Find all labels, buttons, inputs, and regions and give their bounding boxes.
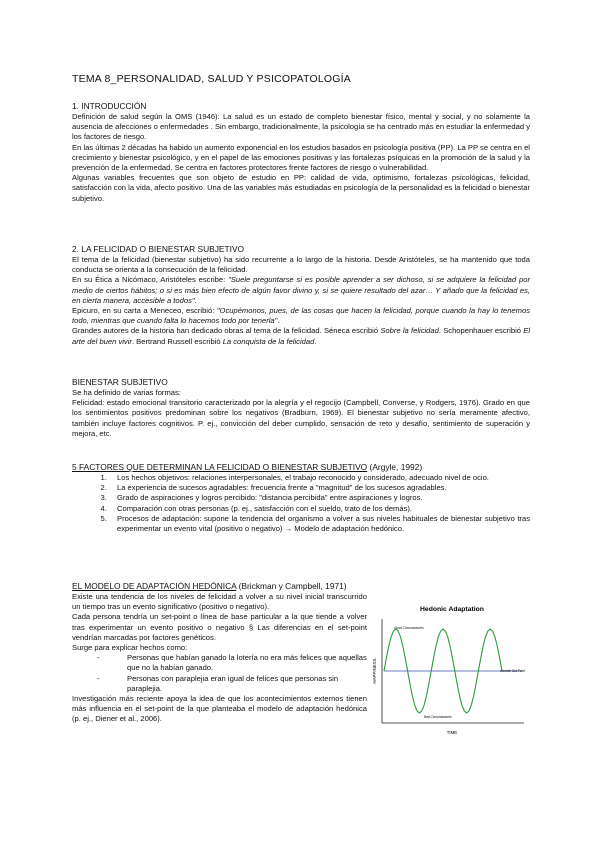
examples-list — [72, 653, 367, 694]
factors-list — [72, 473, 530, 534]
quote: "Ocupémonos, pues, de las cosas que hacen la felicidad, porque cuando la hay lo tenemos todo, mientras que cuando falta lo hacemos todo por tenerla" — [72, 306, 530, 326]
paragraph — [72, 326, 530, 346]
y-axis-label: HAPPINESS — [372, 658, 377, 684]
text: En su Ética a Nicómaco, Aristóteles escribe: — [72, 275, 229, 285]
x-axis-label: TIME — [446, 730, 458, 735]
paragraph — [72, 275, 530, 306]
book-title: El arte del buen vivir — [72, 326, 531, 346]
section-adaptacion-hedonica — [72, 581, 367, 725]
paragraph: Felicidad: estado emocional transitorio caracterizado por la alegría y el regocijo (Campbell, Converse, y Rodgers, 1976). Grado en que los sentimientos positivos predominan sobre los negativos (Bradburn, 1969). El bienestar subjetivo no sería meramente afectivo, también incluye factores cognitivos. P. ej., convicción del deber cumplido, sensación de reto y desafío, sentimiento de superación y mejora, etc. — [72, 398, 530, 438]
paragraph: Algunas variables frecuentes que son objeto de estudio en PP: calidad de vida, optimismo, fortalezas psicológicas, felicidad, satisfacción con la vida, afecto positivo. Una de las variables más estudiadas en psicología de la personalidad es la felicidad o bienestar subjetivo. — [72, 173, 531, 203]
list-item: 4. Comparación con otras personas (p. ej., satisfacción con el sueldo, trato de los demás). — [109, 504, 530, 514]
text: Grandes autores de la historia han dedicado obras al tema de la felicidad. Séneca escribió — [72, 326, 381, 336]
annotation-setpoint: Genetic Set-Point — [500, 669, 525, 673]
section-heading — [72, 462, 530, 473]
page-title: TEMA 8_PERSONALIDAD, SALUD Y PSICOPATOLOGÍA — [72, 73, 351, 85]
section-introduccion — [72, 101, 530, 204]
book-title: La conquista de la felicidad — [222, 336, 315, 346]
text: . Bertrand Russell escribió — [131, 336, 223, 346]
paragraph: Investigación más reciente apoya la idea de que los acontecimientos externos tienen más influencia en el set-point de la que planteaba el modelo de adaptación hedónica (p. ej., Diener et al., 2006). — [72, 694, 367, 724]
paragraph — [72, 306, 530, 326]
heading-text: 5 FACTORES QUE DETERMINAN LA FELICIDAD O BIENESTAR SUBJETIVO — [72, 462, 368, 472]
heading-text: EL MODELO DE ADAPTACIÓN HEDÓNICA — [72, 581, 237, 591]
section-heading — [72, 581, 367, 592]
heading-reference: (Brickman y Campbell, 1971) — [236, 581, 347, 591]
section-5-factores — [72, 462, 530, 534]
hedonic-adaptation-chart — [372, 601, 528, 739]
list-item: 5. Procesos de adaptación: supone la tendencia del organismo a volver a sus niveles habituales de bienestar subjetivo tras experimentar un evento vital (positivo o negativo) → Modelo de adaptación hedónico. — [109, 514, 530, 534]
chart-title: Hedonic Adaptation — [420, 606, 484, 613]
text: . — [194, 295, 197, 305]
list-item: 3. Grado de aspiraciones y logros percibido: "distancia percibida" entre aspiraciones y logros. — [109, 493, 530, 503]
paragraph: Existe una tendencia de los niveles de felicidad a volver a su nivel inicial transcurrido un tiempo tras un evento significativo (positivo o negativo). — [72, 592, 367, 612]
quote: "Suele preguntarse si es posible aprender a ser dichoso, si se adquiere la felicidad por medio de ciertos hábitos; o si es más bien efecto de algún favor divino y, si se quiere resultado del azar… Y añado que la felicidad es, en cierta manera, accesible a todos" — [72, 275, 530, 305]
book-title: Sobre la felicidad — [380, 326, 439, 336]
paragraph: Se ha definido de varias formas: — [72, 388, 181, 397]
paragraph: Surge para explicar hechos como: — [72, 643, 188, 653]
list-item: 2. La experiencia de sucesos agradables: frecuencia frente a "magnitud" de los sucesos agradables. — [109, 483, 530, 493]
section-bienestar-subjetivo — [72, 377, 530, 439]
text: . — [314, 336, 317, 346]
annotation-good: Good Circumstances — [394, 626, 424, 630]
paragraph: Cada persona tendría un set-point o línea de base particular a la que tiende a volver tras experimentar un evento positivo o negativo § Las diferencias en el set-point vendrían marcadas por factores genéticos. — [72, 612, 367, 642]
text: . — [277, 316, 280, 326]
text: Epicuro, en su carta a Meneceo, escribió: — [72, 306, 217, 316]
section-heading: 2. LA FELICIDAD O BIENESTAR SUBJETIVO — [72, 244, 245, 254]
list-item: - Personas con paraplejia eran igual de felices que personas sin paraplejia. — [97, 674, 367, 694]
paragraph: Definición de salud según la OMS (1946): La salud es un estado de completo bienestar físico, mental y social, y no solamente la ausencia de afecciones o enfermedades . Sin embargo, tradicionalmente, la psicología se ha centrado más en estudiar la enfermedad y los factores de riesgo. — [72, 112, 530, 142]
heading-reference: (Argyle, 1992) — [367, 462, 423, 472]
paragraph: En las últimas 2 décadas ha habido un aumento exponencial en los estudios basados en psicología positiva (PP). La PP se centra en el crecimiento y bienestar psicológico, y en el papel de las emociones positivas y las fortalezas psíquicas en la promoción de la salud y la prevención de la enfermedad. Se centra en factores protectores frente factores de riesgo o vulnerabilidad. — [72, 142, 530, 173]
list-item: 1. Los hechos objetivos: relaciones interpersonales, el trabajo reconocido y considerado, adecuado nivel de ocio. — [109, 473, 530, 483]
paragraph: El tema de la felicidad (bienestar subjetivo) ha sido recurrente a lo largo de la historia. Desde Aristóteles, se ha mantenido que toda conducta se orienta a la consecución de la felicidad. — [72, 255, 530, 275]
annotation-bad: Bad Circumstances — [424, 715, 452, 719]
list-item: - Personas que habían ganado la lotería no era más felices que aquellas que no la habían ganado. — [97, 653, 367, 673]
section-felicidad — [72, 244, 530, 347]
section-heading: BIENESTAR SUBJETIVO — [72, 377, 168, 387]
text: . Schopenhauer escribió — [438, 326, 524, 336]
section-heading: 1. INTRODUCCIÓN — [72, 101, 147, 111]
